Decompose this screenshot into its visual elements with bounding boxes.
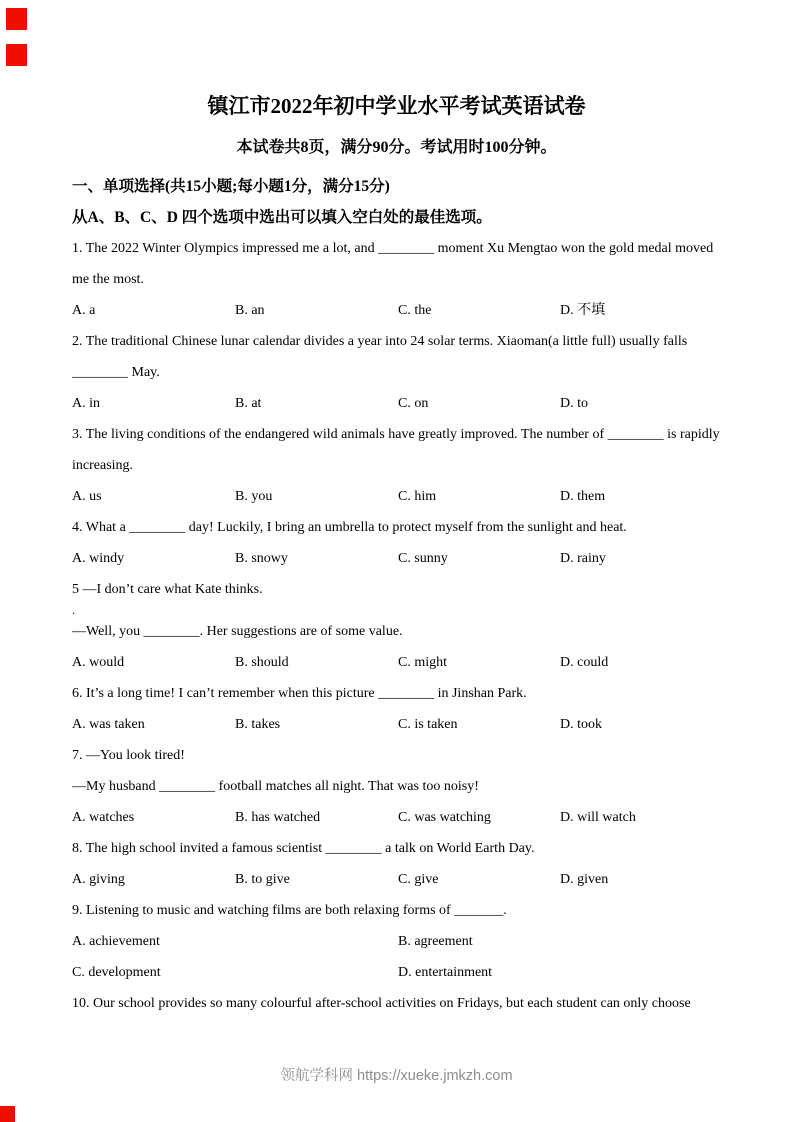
question-8-option-b: B. to give [235, 872, 290, 887]
question-5-text-line-1: 5 —I don’t care what Kate thinks. [72, 582, 263, 597]
section-heading: 一、单项选择(共15小题;每小题1分，满分15分) [72, 178, 390, 195]
question-8-option-a: A. giving [72, 872, 125, 887]
question-1-option-d: D. 不填 [560, 303, 606, 318]
question-2-option-a: A. in [72, 396, 100, 411]
question-1-text-line-2: me the most. [72, 272, 144, 287]
question-5-option-c: C. might [398, 655, 448, 670]
question-3-text-line-2: increasing. [72, 458, 134, 473]
question-7-option-d: D. will watch [560, 810, 636, 825]
red-marker-top-2 [6, 44, 27, 66]
section-instruction: 从A、B、C、D 四个选项中选出可以填入空白处的最佳选项。 [72, 209, 492, 226]
question-3-option-b: B. you [235, 489, 273, 504]
question-4-option-d: D. rainy [560, 551, 606, 566]
question-7 [72, 740, 721, 833]
question-1-option-c: C. the [398, 303, 432, 318]
question-7-text-line-2: —My husband ________ football matches all night. That was too noisy! [72, 779, 479, 794]
question-2-text-line-2: ________ May. [72, 365, 160, 380]
question-5 [72, 574, 721, 678]
question-7-option-c: C. was watching [398, 810, 491, 825]
question-2-option-c: C. on [398, 396, 429, 411]
question-9-options-row-1 [72, 926, 721, 957]
question-5-option-d: D. could [560, 655, 609, 670]
question-7-text-line-1: 7. —You look tired! [72, 748, 185, 763]
question-4 [72, 512, 721, 574]
question-9-option-d: D. entertainment [398, 965, 493, 980]
question-6-option-d: D. took [560, 717, 602, 732]
question-4-option-b: B. snowy [235, 551, 288, 566]
question-3-option-c: C. him [398, 489, 437, 504]
question-6-option-b: B. takes [235, 717, 281, 732]
question-6 [72, 678, 721, 740]
question-9 [72, 895, 721, 988]
question-1 [72, 233, 721, 326]
question-2-text-line-1: 2. The traditional Chinese lunar calendar divides a year into 24 solar terms. Xiaoman(a little full) usually falls [72, 334, 688, 349]
question-6-text-line-1: 6. It’s a long time! I can’t remember when this picture ________ in Jinshan Park. [72, 686, 527, 701]
question-4-option-a: A. windy [72, 551, 125, 566]
question-9-option-b: B. agreement [398, 934, 473, 949]
red-marker-top-1 [6, 8, 27, 30]
question-6-option-c: C. is taken [398, 717, 458, 732]
question-7-option-a: A. watches [72, 810, 135, 825]
question-9-options-row-2 [72, 957, 721, 988]
question-2-option-d: D. to [560, 396, 588, 411]
question-8-text-line-1: 8. The high school invited a famous scientist ________ a talk on World Earth Day. [72, 841, 535, 856]
question-7-options [72, 802, 721, 833]
question-2-options [72, 388, 721, 419]
question-10-text-line-1: 10. Our school provides so many colourful after-school activities on Fridays, but each student can only choose [72, 996, 691, 1011]
question-6-option-a: A. was taken [72, 717, 145, 732]
question-9-text-line-1: 9. Listening to music and watching films are both relaxing forms of _______. [72, 903, 507, 918]
question-5-options [72, 647, 721, 678]
question-1-text-line-1: 1. The 2022 Winter Olympics impressed me a lot, and ________ moment Xu Mengtao won the gold medal moved [72, 241, 714, 256]
watermark-site-url[interactable]: https://xueke.jmkzh.com [357, 1068, 513, 1084]
question-9-option-a: A. achievement [72, 934, 160, 949]
question-8 [72, 833, 721, 895]
question-1-options [72, 295, 721, 326]
question-4-option-c: C. sunny [398, 551, 448, 566]
question-4-text-line-1: 4. What a ________ day! Luckily, I bring an umbrella to protect myself from the sunlight and heat. [72, 520, 627, 535]
question-5-option-b: B. should [235, 655, 289, 670]
question-9-option-c: C. development [72, 965, 161, 980]
question-5-option-a: A. would [72, 655, 125, 670]
question-8-option-c: C. give [398, 872, 439, 887]
question-3-text-line-1: 3. The living conditions of the endangered wild animals have greatly improved. The number of ________ is rapidly [72, 427, 720, 442]
red-marker-bottom [0, 1106, 15, 1122]
question-3-option-a: A. us [72, 489, 102, 504]
question-2 [72, 326, 721, 419]
question-4-options [72, 543, 721, 574]
question-3-option-d: D. them [560, 489, 606, 504]
question-2-option-b: B. at [235, 396, 262, 411]
question-1-option-b: B. an [235, 303, 265, 318]
question-5-stray-dot: . [72, 603, 75, 617]
watermark-site-name: 领航学科网 [280, 1068, 353, 1084]
question-1-option-a: A. a [72, 303, 96, 318]
paper-info-subtitle: 本试卷共8页，满分90分。考试用时100分钟。 [236, 139, 557, 156]
question-10 [72, 988, 721, 1019]
question-3 [72, 419, 721, 512]
watermark-footer [72, 1064, 721, 1085]
question-8-options [72, 864, 721, 895]
question-3-options [72, 481, 721, 512]
question-6-options [72, 709, 721, 740]
page-title: 镇江市2022年初中学业水平考试英语试卷 [207, 94, 586, 118]
question-5-text-line-2: —Well, you ________. Her suggestions are of some value. [72, 624, 403, 639]
question-7-option-b: B. has watched [235, 810, 321, 825]
question-8-option-d: D. given [560, 872, 609, 887]
